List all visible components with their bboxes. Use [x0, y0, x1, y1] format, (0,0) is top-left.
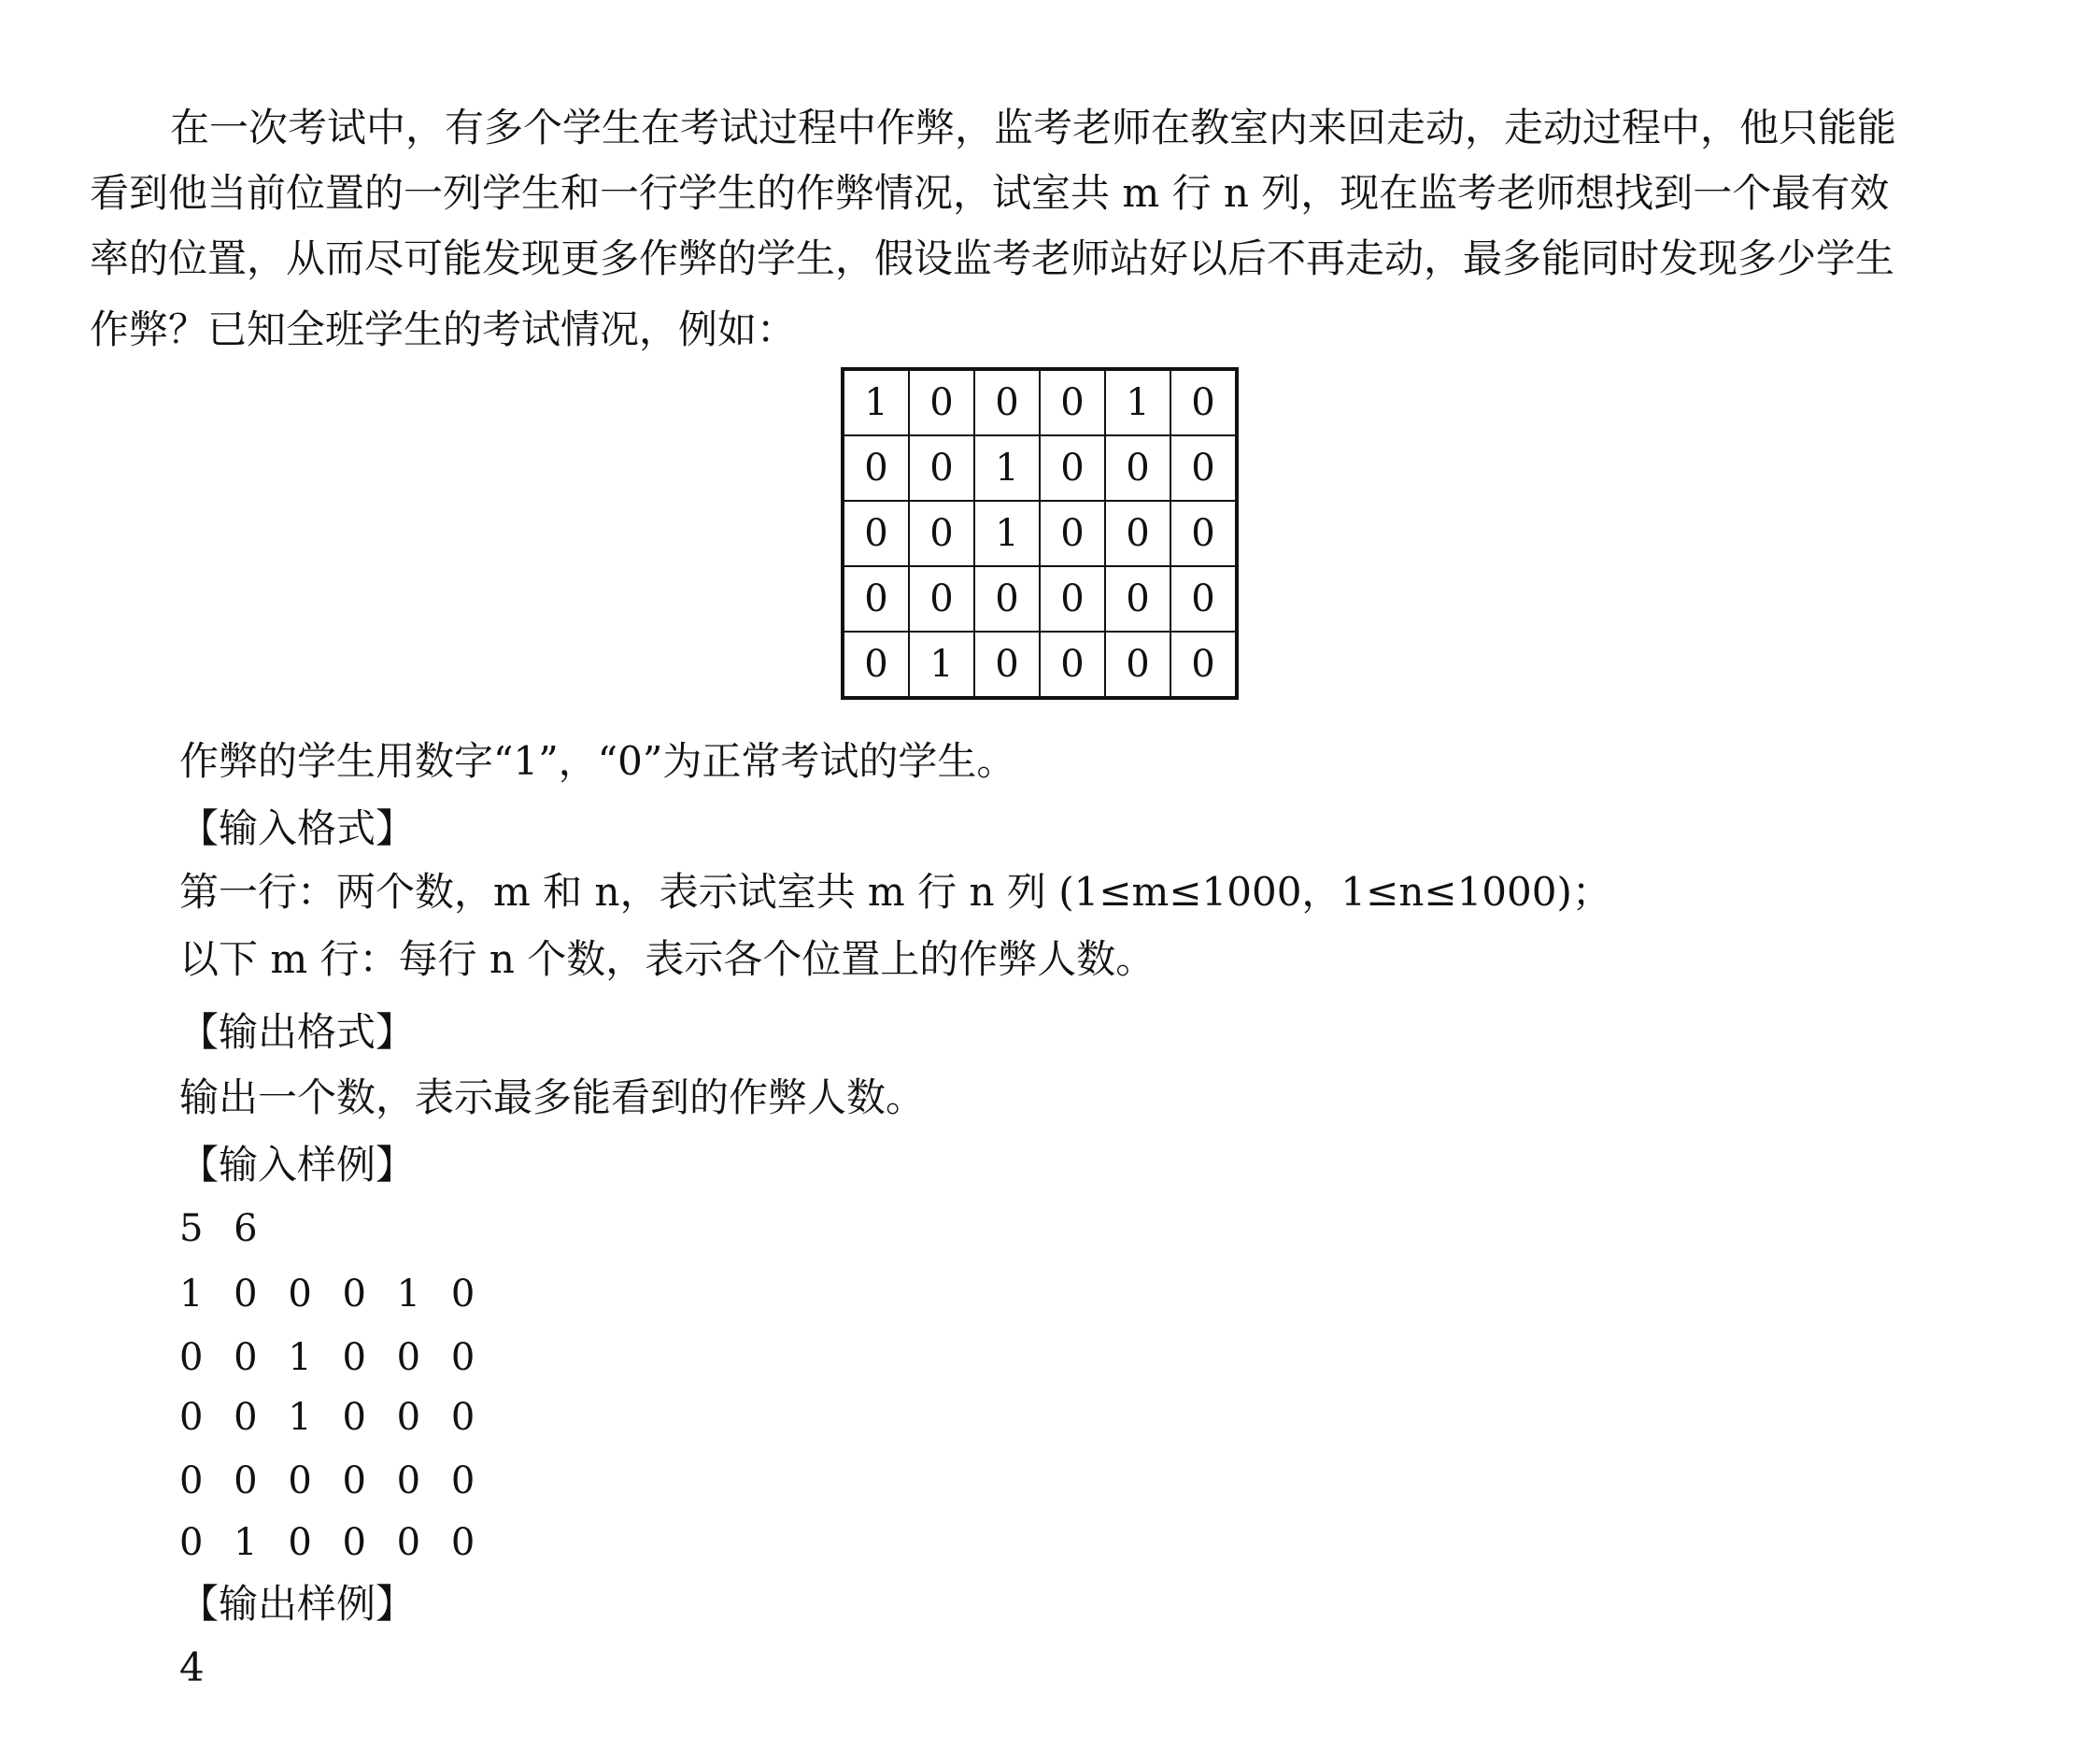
sample-input-line: 0 0 1 0 0 0: [179, 1396, 485, 1439]
grid-cell: 0: [1170, 632, 1237, 698]
grid-row: [843, 435, 1237, 501]
grid-cell: 0: [1040, 632, 1105, 698]
grid-row: [843, 632, 1237, 698]
grid-cell: 0: [974, 566, 1040, 632]
grid-cell: 0: [843, 632, 909, 698]
grid-cell: 0: [1040, 566, 1105, 632]
grid-cell: 0: [909, 566, 974, 632]
grid-cell: 0: [1105, 435, 1170, 501]
grid-cell: 0: [843, 435, 909, 501]
intro-line: 率的位置，从而尽可能发现更多作弊的学生，假设监考老师站好以后不再走动，最多能同时发现多少学生: [90, 235, 1895, 281]
example-grid: [841, 367, 1239, 700]
grid-cell: 0: [1170, 369, 1237, 435]
grid-row: [843, 369, 1237, 435]
grid-cell: 0: [1040, 369, 1105, 435]
grid-cell: 0: [1170, 435, 1237, 501]
sample-output-line: 4: [179, 1644, 205, 1690]
grid-cell: 1: [843, 369, 909, 435]
output-format-line: 输出一个数，表示最多能看到的作弊人数。: [179, 1074, 926, 1120]
grid-cell: 0: [1040, 501, 1105, 566]
grid-cell: 1: [909, 632, 974, 698]
sample-input-line: 0 0 1 0 0 0: [179, 1336, 485, 1379]
grid-cell: 0: [1105, 501, 1170, 566]
grid-cell: 0: [843, 501, 909, 566]
sample-output-heading: 【输出样例】: [179, 1581, 416, 1627]
sample-input-heading: 【输入样例】: [179, 1142, 416, 1188]
output-format-heading: 【输出格式】: [179, 1009, 416, 1055]
sample-input-line: 1 0 0 0 1 0: [179, 1273, 485, 1316]
sample-input-line: 0 0 0 0 0 0: [179, 1459, 485, 1502]
grid-cell: 0: [974, 369, 1040, 435]
input-format-heading: 【输入格式】: [179, 805, 416, 851]
grid-cell: 0: [1040, 435, 1105, 501]
sample-input-line: 0 1 0 0 0 0: [179, 1521, 485, 1564]
grid-cell: 1: [1105, 369, 1170, 435]
grid-cell: 0: [1170, 566, 1237, 632]
grid-row: [843, 566, 1237, 632]
grid-cell: 0: [909, 435, 974, 501]
grid-cell: 0: [974, 632, 1040, 698]
grid-row: [843, 501, 1237, 566]
intro-line: 作弊？已知全班学生的考试情况，例如：: [90, 306, 797, 352]
grid-cell: 0: [1105, 566, 1170, 632]
grid-cell: 0: [1105, 632, 1170, 698]
note-text: 作弊的学生用数字“1”，“0”为正常考试的学生。: [179, 738, 1016, 784]
grid-cell: 0: [909, 369, 974, 435]
input-format-line: 以下 m 行：每行 n 个数，表示各个位置上的作弊人数。: [179, 936, 1156, 982]
intro-line: 在一次考试中，有多个学生在考试过程中作弊，监考老师在教室内来回走动，走动过程中，他只能能: [170, 105, 1897, 150]
grid-cell: 0: [909, 501, 974, 566]
input-format-line: 第一行：两个数，m 和 n，表示试室共 m 行 n 列 (1≤m≤1000，1≤n≤1000)；: [179, 869, 1611, 915]
intro-line: 看到他当前位置的一列学生和一行学生的作弊情况，试室共 m 行 n 列，现在监考老师想找到一个最有效: [90, 170, 1890, 216]
grid-cell: 0: [1170, 501, 1237, 566]
grid-cell: 0: [843, 566, 909, 632]
sample-input-line: 5 6: [179, 1207, 267, 1250]
grid-cell: 1: [974, 435, 1040, 501]
grid-cell: 1: [974, 501, 1040, 566]
